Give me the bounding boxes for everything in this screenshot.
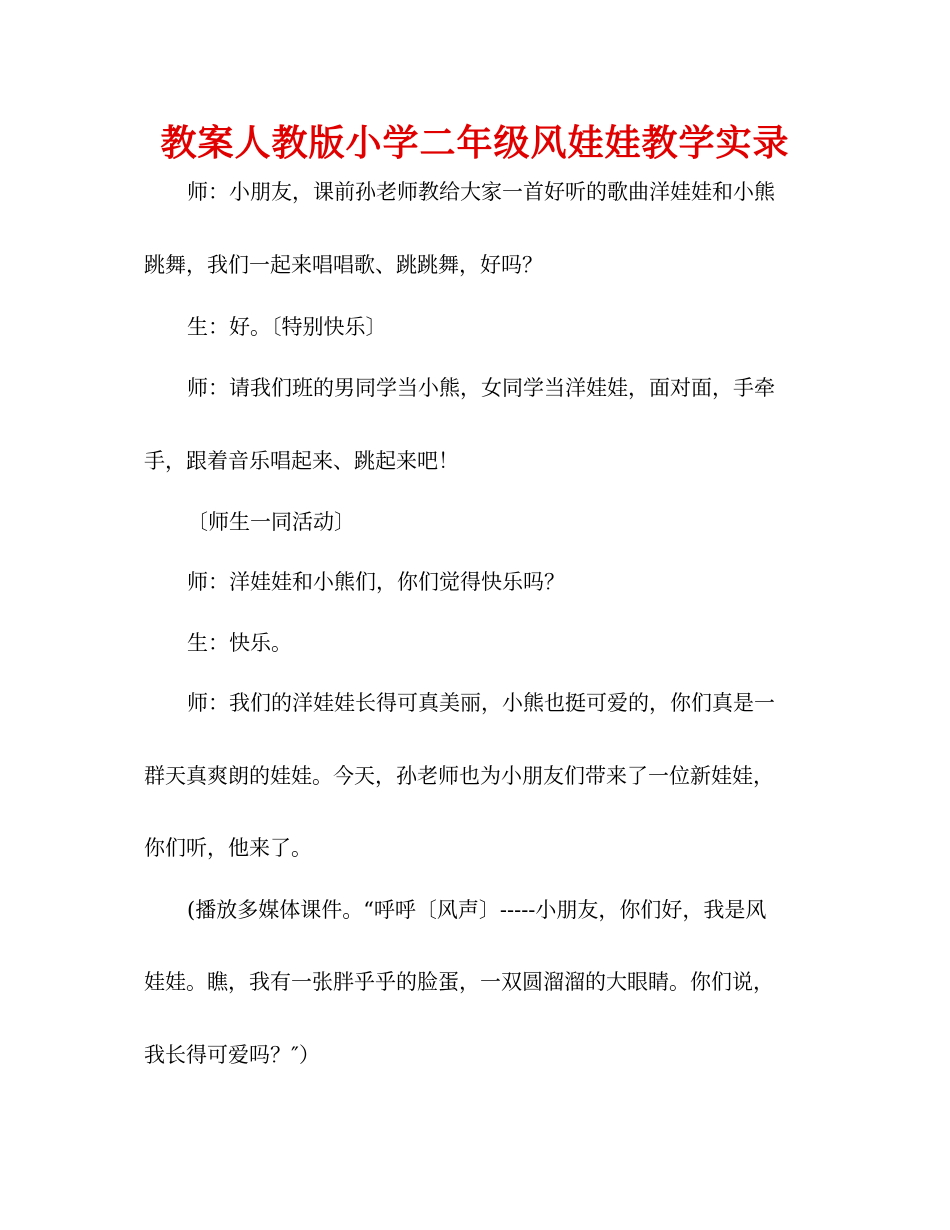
text-line: 生：快乐。 xyxy=(187,631,292,655)
document-title: 教案人教版小学二年级风娃娃教学实录 xyxy=(160,123,790,164)
text-line: 我长得可爱吗？″） xyxy=(144,1043,320,1067)
text-line: 你们听，他来了。 xyxy=(144,836,312,860)
text-line: 师：我们的洋娃娃长得可真美丽，小熊也挺可爱的，你们真是一 xyxy=(187,691,775,715)
text-line: 跳舞，我们一起来唱唱歌、跳跳舞，好吗？ xyxy=(144,253,543,277)
text-line: 〔师生一同活动〕 xyxy=(187,510,355,534)
text-line: 师：小朋友，课前孙老师教给大家一首好听的歌曲洋娃娃和小熊 xyxy=(187,180,775,204)
text-line: 生：好。〔特别快乐〕 xyxy=(187,315,387,339)
text-line: 师：请我们班的男同学当小熊，女同学当洋娃娃，面对面，手牵 xyxy=(187,376,775,400)
text-line: (播放多媒体课件。“呼呼〔风声〕-----小朋友，你们好，我是风 xyxy=(187,898,767,922)
text-line: 群天真爽朗的娃娃。今天，孙老师也为小朋友们带来了一位新娃娃， xyxy=(144,764,774,788)
text-line: 手，跟着音乐唱起来、跳起来吧！ xyxy=(144,449,459,473)
text-line: 娃娃。瞧，我有一张胖乎乎的脸蛋，一双圆溜溜的大眼睛。你们说， xyxy=(144,970,774,994)
text-line: 师：洋娃娃和小熊们，你们觉得快乐吗？ xyxy=(187,570,565,594)
